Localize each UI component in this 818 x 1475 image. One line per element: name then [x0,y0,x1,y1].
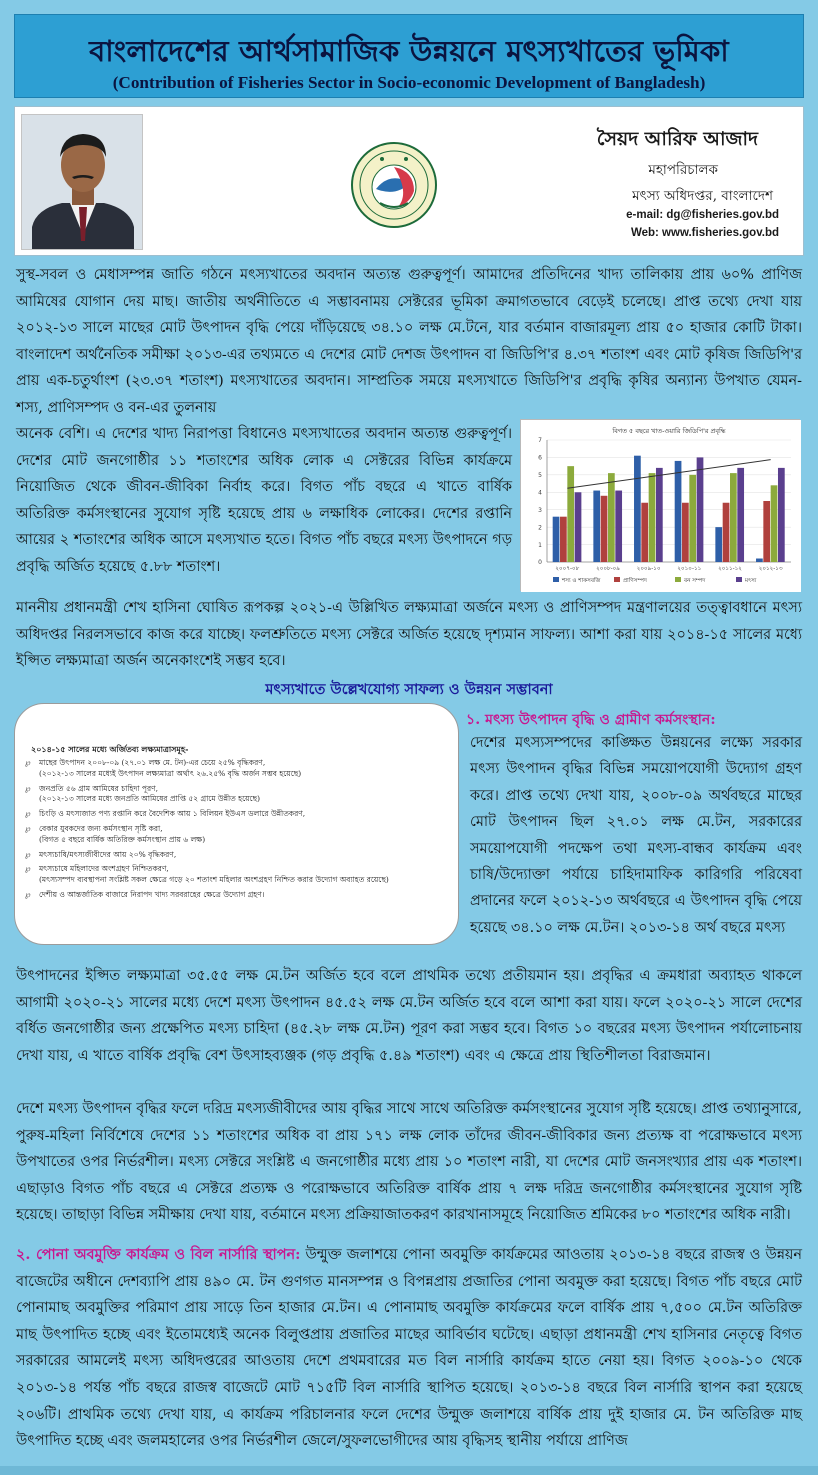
section2-title: ২. পোনা অবমুক্তি কার্যক্রম ও বিল নার্সারি স্থাপন: [16,1246,301,1263]
legend-label: শস্য ও শাকসবজি [562,578,601,584]
title-bengali: বাংলাদেশের আর্থসামাজিক উন্নয়নে মৎস্যখাতের ভূমিকা [89,34,729,68]
y-tick-label: 0 [538,559,542,567]
legend-label: প্রাণিসম্পদ [623,578,647,584]
legend-swatch [614,577,620,582]
bar [763,501,770,562]
author-designation: মহাপরিচালক [648,162,718,178]
bullet-icon: ℘ [25,849,31,859]
bar [682,503,689,562]
target-note: (২০১২-১৩ সালের মধ্যে জনপ্রতি আমিষের প্রাপ্তি ৫২ গ্রামে উন্নীত হয়েছে) [39,794,261,804]
bar [641,503,648,562]
bar [553,517,560,562]
bullet-icon: ℘ [25,783,31,793]
target-line: মাছের উৎপাদন ২০০৮-০৯ (২৭.০১ লক্ষ মে. টন)-এর চেয়ে ২৫% বৃদ্ধিকরণ, [39,758,266,767]
legend-swatch [675,577,681,582]
chart-canvas [521,420,801,592]
y-tick-label: 7 [538,437,542,445]
target-text [39,864,389,886]
target-item [25,850,450,861]
bar [560,517,567,562]
gdp-growth-chart [520,419,800,591]
target-line: জনপ্রতি ৫৬ গ্রাম আমিষের চাহিদা পূরণ, [39,783,159,793]
target-item [25,824,450,846]
bar [634,456,641,562]
legend-label: মৎস্য [745,578,757,584]
section1-body-continued: উৎপাদনের ইপ্সিত লক্ষ্যমাত্রা ৩৫.৫৫ লক্ষ মে.টন অর্জিত হবে বলে প্রাথমিক তথ্যে প্রতীয়মান হয়। প্রবৃদ্ধির এ ক্রমধারা অব্যাহত থাকলে আগামী ২০২০-২১ সালের মধ্যে দেশে মৎস্য উৎপাদন ৪৫.৫২ লক্ষ মে.টন অর্জিত হবে বলে আশা করা যায়। ফলে ২০২০-২১ সালে দেশের বর্ধিত জনগোষ্ঠীর জন্য প্রক্ষেপিত মৎস্য চাহিদা (৪৫.২৮ লক্ষ মে.টন) পূরণ করা সম্ভব হবে। বিগত ১০ বছরের মৎস্য উৎপাদন পর্যালোচনায় দেখা যায়, এ খাতে বার্ষিক প্রবৃদ্ধি বেশ উৎসাহব্যঞ্জক (গড় প্রবৃদ্ধি ৫.৪৯ শতাংশ) এবং এ ক্ষেত্রে প্রায় স্থিতিশীলতা বিরাজমান। [16,968,802,1064]
bar [723,503,730,562]
bullet-icon: ℘ [25,758,31,767]
author-website[interactable]: Web: www.fisheries.gov.bd [630,227,779,239]
bar [689,475,696,562]
author-organization: মৎস্য অধিদপ্তর, বাংলাদেশ [632,188,773,204]
target-text [39,890,264,901]
target-text [39,809,305,820]
target-note: (২০১২-১৩ সালের মধ্যেই উৎপাদন লক্ষ্যমাত্রা অর্থাৎ ২৬.২৫% বৃদ্ধি অর্জন সম্ভব হয়েছে) [39,768,302,778]
y-tick-label: 2 [538,524,542,532]
bullet-icon: ℘ [25,809,31,819]
bar [737,468,744,562]
bar [649,473,656,562]
bar [756,559,763,562]
x-tick-label: ২০১০-১১ [677,566,702,572]
bar [608,473,615,562]
intro-paragraph-continued: অনেক বেশি। এ দেশের খাদ্য নিরাপত্তা বিধানেও মৎস্যখাতের অবদান অত্যন্ত গুরুত্বপূর্ণ। দেশের মোট জনগোষ্ঠীর ১১ শতাংশের অধিক লোক এ সেক্টরের বিভিন্ন কার্যক্রমে নিয়োজিত থেকে জীবন-জীবিকা নির্বাহ করে। বিগত পাঁচ বছরে এ খাতে বার্ষিক অতিরিক্ত কর্মসংস্থানের সুযোগ সৃষ্টি হয়েছে প্রায় ৬ লক্ষাধিক লোকের। দেশের রপ্তানি আয়ের ২ শতাংশের অধিক আসে মৎস্যখাত হতে। বিগত পাঁচ বছরে মৎস্য উৎপাদনে গড় প্রবৃদ্ধি অর্জিত হয়েছে ৫.৮৮ শতাংশ। [16,426,512,575]
bullet-icon: ℘ [25,889,31,899]
target-text [39,824,205,846]
legend-swatch [553,577,559,582]
target-item [25,890,450,901]
y-tick-label: 5 [538,472,542,480]
target-line: বেকার যুবকদের জন্য কর্মসংস্থান সৃষ্টি করা, [39,823,163,833]
chart-title: বিগত ৫ বছরে খাত-ওয়ারি জিডিপি'র প্রবৃদ্ধি [612,427,726,435]
bullet-icon: ℘ [25,823,31,833]
bar [778,468,785,562]
target-item [25,864,450,886]
y-tick-label: 4 [538,489,542,497]
employment-paragraph: দেশে মৎস্য উৎপাদন বৃদ্ধির ফলে দরিদ্র মৎস্যজীবীদের আয় বৃদ্ধির সাথে সাথে অতিরিক্ত কর্মসংস্থানের সুযোগ সৃষ্টি হয়েছে। প্রাপ্ত তথ্যানুসারে, পুরুষ-মহিলা নির্বিশেষে দেশের ১১ শতাংশের অধিক বা প্রায় ১৭১ লক্ষ লোক তাঁদের জীবন-জীবিকার জন্য প্রত্যক্ষ বা পরোক্ষভাবে মৎস্য উপখাতের ওপর নির্ভরশীল। মৎস্য সেক্টরে সংশ্লিষ্ট এ জনগোষ্ঠীর মধ্যে প্রায় ১০ শতাংশ নারী, যা দেশের মোট জনসংখ্যার প্রায় এক শতাংশ। এছাড়াও বিগত পাঁচ বছরে এ সেক্টরে প্রত্যক্ষ ও পরোক্ষভাবে অতিরিক্ত বার্ষিক প্রায় ৭ লক্ষ দরিদ্র জনগোষ্ঠীর কর্মসংস্থানের সুযোগ সৃষ্টি হয়েছে। তাছাড়া বিভিন্ন সমীক্ষায় দেখা যায়, বর্তমানে মৎস্য প্রক্রিয়াজাতকরণ কারখানাসমূহে নিয়োজিত শ্রমিকের ৮০ শতাংশের অধিক নারী। [16,1101,802,1224]
target-line: মৎস্যচাষি/মৎস্যজীবীদের আয় ২০% বৃদ্ধিকরণ, [39,849,177,859]
section-heading: মৎস্যখাতে উল্লেখযোগ্য সাফল্য ও উন্নয়ন সম্ভাবনা [265,681,553,698]
x-tick-label: ২০১১-১২ [718,566,742,572]
target-item [25,758,450,780]
legend-swatch [736,577,742,582]
x-tick-label: ২০০৮-০৯ [596,566,620,572]
target-note: (মৎস্যসম্পদ ব্যবস্থাপনা সংশ্লিষ্ট সকল ক্ষেত্রে গড়ে ২০ শতাংশ মহিলার অংশগ্রহণ নিশ্চিত করার উদ্যোগ অব্যাহত রয়েছে) [39,875,389,885]
bar [615,491,622,562]
target-note: (বিগত ৫ বছরে বার্ষিক অতিরিক্ত কর্মসংস্থান প্রায় ৬ লক্ষ) [39,834,206,844]
section1-body: দেশের মৎস্যসম্পদের কাঙ্ক্ষিত উন্নয়নের লক্ষ্যে সরকার মৎস্য উৎপাদন বৃদ্ধির বিভিন্ন সময়োপযোগী উদ্যোগ গ্রহণ করে। প্রাপ্ত তথ্যে দেখা যায়, ২০০৮-০৯ অর্থবছরে মাছের মোট উৎপাদন ছিল ২৭.০১ লক্ষ মে.টন, সরকারের সময়োপযোগী পদক্ষেপ তথা মৎস্য-বান্ধব কার্যক্রম এবং চাষি/উদ্যোক্তা পর্যায়ে চাহিদামাফিক কারিগরি পরিষেবা প্রদানের ফলে ২০১২-১৩ অর্থবছরে এ উৎপাদন বৃদ্ধি পেয়ে হয়েছে ৩৪.১০ লক্ষ মে.টন। ২০১৩-১৪ অর্থ বছরে মৎস্য [470,735,802,936]
bar [675,461,682,562]
bullet-icon: ℘ [25,864,31,874]
y-tick-label: 3 [538,506,542,514]
bar [715,527,722,562]
bar [575,492,582,562]
bar [567,466,574,562]
target-line: মৎস্যচাষে মহিলাদের অংশগ্রহণ নিশ্চিতকরণ, [39,864,169,874]
targets-box [14,703,459,945]
target-text [39,850,176,861]
target-line: চিংড়ি ও মৎস্যজাত পণ্য রপ্তানি করে বৈদেশিক আয় ১ বিলিয়ন ইউএস ডলারে উন্নীতকরণ, [39,809,306,819]
author-profile-card [14,106,804,256]
section2-body: উন্মুক্ত জলাশয়ে পোনা অবমুক্তি কার্যক্রমের আওতায় ২০১৩-১৪ বছরে রাজস্ব ও উন্নয়ন বাজেটের অধীনে দেশব্যাপি প্রায় ৪৯০ মে. টন গুণগত মানসম্পন্ন ও বিপন্নপ্রায় প্রজাতির পোনা অবমুক্ত করা হয়েছে। বিগত পাঁচ বছরে মোট পোনামাছ অবমুক্তির পরিমাণ প্রায় সাড়ে তিন হাজার মে.টন। এ পোনামাছ অবমুক্তি কার্যক্রমের ফলে বার্ষিক প্রায় ৭,৫০০ মে.টন অতিরিক্ত মাছ উৎপাদিত হচ্ছে এবং ইতোমধ্যেই অনেক বিলুপ্তপ্রায় প্রজাতির মাছের আবির্ভাব ঘটেছে। এছাড়া প্রধানমন্ত্রী শেখ হাসিনার নেতৃত্বে বিগত সরকারের আমলেই মৎস্য অধিদপ্তরের আওতায় দেশে প্রথমবারের মত বিল নার্সারি কার্যক্রম হাতে নেয়া হয়। বিগত ২০০৯-১০ থেকে ২০১৩-১৪ পর্যন্ত পাঁচ বছরে রাজস্ব বাজেটে মোট ৭১৫টি বিল নার্সারি স্থাপিত হয়েছে। ২০১৩-১৪ বছরে বিল নার্সারি স্থাপন করা হয়েছে ২০৬টি। প্রাথমিক তথ্যে দেখা যায়, এ কার্যক্রম পরিচালনার ফলে দেশের উন্মুক্ত জলাশয়ে বার্ষিক প্রায় দুই হাজার মে. টন অতিরিক্ত মাছ উৎপাদিত হচ্ছে এবং জলমহালের ওপর নির্ভরশীল জেলে/সুফলভোগীদের আয় বৃদ্ধিসহ স্থানীয় পর্যায়ে প্রাণিজ [16,1247,802,1450]
target-line: দেশীয় ও আন্তর্জাতিক বাজারে নিরাপদ খাদ্য সরবরাহের ক্ষেত্রে উদ্যোগ গ্রহণ। [39,889,265,899]
x-tick-label: ২০১২-১৩ [758,566,783,572]
section1-title: ১. মৎস্য উৎপাদন বৃদ্ধি ও গ্রামীণ কর্মসংস্থান: [466,712,716,728]
author-name: সৈয়দ আরিফ আজাদ [596,128,758,150]
bar [730,473,737,562]
bottom-strip [0,1466,818,1475]
section2-paragraph [16,1242,802,1455]
bar [593,491,600,562]
department-logo [350,141,438,229]
target-item [25,809,450,820]
y-tick-label: 6 [538,454,542,462]
target-text [39,784,260,806]
intro-paragraph: সুস্থ-সবল ও মেধাসম্পন্ন জাতি গঠনে মৎস্যখাতের অবদান অত্যন্ত গুরুত্বপূর্ণ। আমাদের প্রতিদিনের খাদ্য তালিকায় প্রায় ৬০% প্রাণিজ আমিষের যোগান দেয় মাছ। জাতীয় অর্থনীতিতে এ সম্ভাবনাময় সেক্টরের ভূমিকা ক্রমাগতভাবে বেড়েই চলেছে। প্রাপ্ত তথ্যে দেখা যায় ২০১২-১৩ সালে মাছের মোট উৎপাদন বৃদ্ধি পেয়ে দাঁড়িয়েছে ৩৪.১০ লক্ষ মে.টনে, যার বর্তমান বাজারমূল্য প্রায় ৫০ হাজার কোটি টাকা। বাংলাদেশ অর্থনৈতিক সমীক্ষা ২০১৩-এর তথ্যমতে এ দেশের মোট দেশজ উৎপাদন বা জিডিপি'র ৪.৩৭ শতাংশ এবং মোট কৃষিজ জিডিপি'র প্রায় এক-চতুর্থাংশ (২৩.৩৭ শতাংশ) মৎস্যখাতের অবদান। সাম্প্রতিক সময়ে মৎস্যখাতে জিডিপি'র প্রবৃদ্ধি কৃষির অন্যান্য উপখাত যেমন- শস্য, প্রাণিসম্পদ ও বন-এর তুলনায় [16,267,802,416]
target-item [25,784,450,806]
title-banner [14,14,804,98]
x-tick-label: ২০০৯-১০ [636,566,661,572]
y-tick-label: 1 [538,541,542,549]
bar [697,457,704,562]
bar [771,485,778,562]
author-email[interactable]: e-mail: dg@fisheries.gov.bd [626,209,779,221]
vision-paragraph: মাননীয় প্রধানমন্ত্রী শেখ হাসিনা ঘোষিত রূপকল্প ২০২১-এ উল্লিখিত লক্ষ্যমাত্রা অর্জনে মৎস্য ও প্রাণিসম্পদ মন্ত্রণালয়ের তত্ত্বাবধানে মৎস্য অধিদপ্তর নিরলসভাবে কাজ করে যাচ্ছে। ফলশ্রুতিতে মৎস্য সেক্টরে অর্জিত হয়েছে দৃশ্যমান সাফল্য। আশা করা যায় ২০১৪-১৫ সালের মধ্যে ইপ্সিত লক্ষ্যমাত্রা অর্জন অনেকাংশেই সম্ভব হবে। [16,600,802,670]
targets-list [25,758,450,905]
title-english: (Contribution of Fisheries Sector in Socio-economic Development of Bangladesh) [112,73,706,92]
bar [656,468,663,562]
legend-label: বন সম্পদ [684,578,706,584]
x-tick-label: ২০০৭-০৮ [555,566,580,572]
author-photo [21,114,143,250]
target-text [39,758,301,780]
bar [601,496,608,562]
targets-title: ২০১৪-১৫ সালের মধ্যে অর্জিতব্য লক্ষ্যমাত্রাসমূহ- [31,744,189,754]
